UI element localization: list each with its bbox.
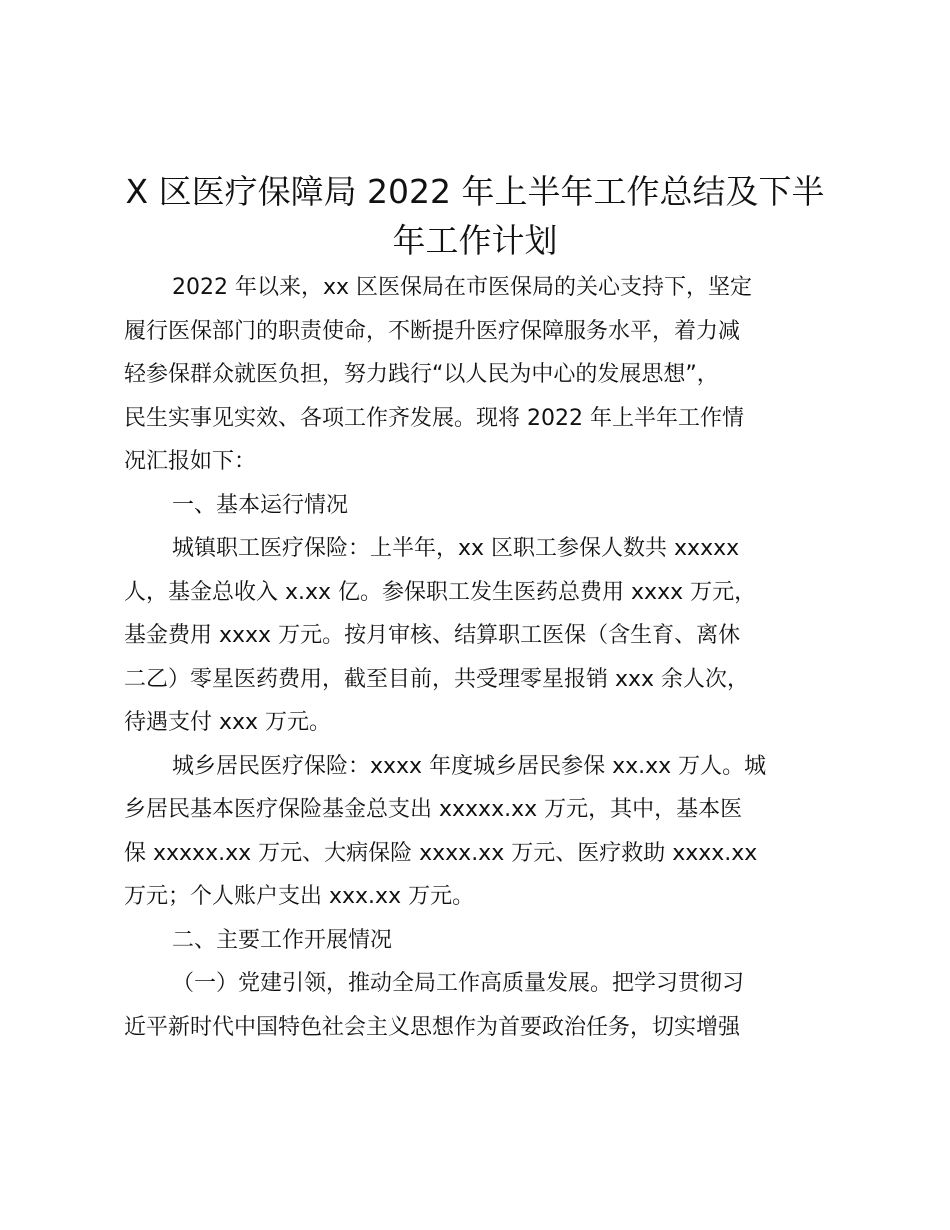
paragraph-line: 保 xxxxx.xx 万元、大病保险 xxxx.xx 万元、医疗救助 xxxx.xx: [124, 841, 758, 866]
document-title-line-2: 年工作计划: [392, 221, 558, 260]
paragraph-line: 待遇支付 xxx 万元。: [124, 710, 332, 735]
paragraph-line: 乡居民基本医疗保险基金总支出 xxxxx.xx 万元，其中，基本医: [124, 797, 743, 822]
paragraph-line: 近平新时代中国特色社会主义思想作为首要政治任务，切实增强: [124, 1015, 741, 1040]
paragraph-line: 二乙）零星医药费用，截至目前，共受理零星报销 xxx 余人次，: [124, 667, 750, 692]
document-title-line-1: X 区医疗保障局 2022 年上半年工作总结及下半: [125, 172, 825, 211]
paragraph-line: （一）党建引领，推动全局工作高质量发展。把学习贯彻习: [172, 971, 745, 996]
paragraph-line: 2022 年以来，xx 区医保局在市医保局的关心支持下，坚定: [172, 275, 753, 300]
section-heading-main-work: 二、主要工作开展情况: [172, 928, 393, 953]
paragraph-line: 轻参保群众就医负担，努力践行“以人民为中心的发展思想”，: [124, 362, 719, 387]
paragraph-line: 人，基金总收入 x.xx 亿。参保职工发生医药总费用 xxxx 万元，: [124, 580, 757, 605]
paragraph-line: 况汇报如下：: [124, 449, 257, 474]
paragraph-line: 基金费用 xxxx 万元。按月审核、结算职工医保（含生育、离休: [124, 623, 741, 648]
section-heading-basic-operation: 一、基本运行情况: [172, 493, 349, 518]
paragraph-line: 万元；个人账户支出 xxx.xx 万元。: [124, 884, 475, 909]
paragraph-line: 履行医保部门的职责使命，不断提升医疗保障服务水平，着力减: [124, 319, 741, 344]
paragraph-line: 城乡居民医疗保险：xxxx 年度城乡居民参保 xx.xx 万人。城: [172, 754, 767, 779]
paragraph-line: 城镇职工医疗保险：上半年，xx 区职工参保人数共 xxxxx: [172, 536, 740, 561]
paragraph-line: 民生实事见实效、各项工作齐发展。现将 2022 年上半年工作情: [124, 406, 744, 431]
